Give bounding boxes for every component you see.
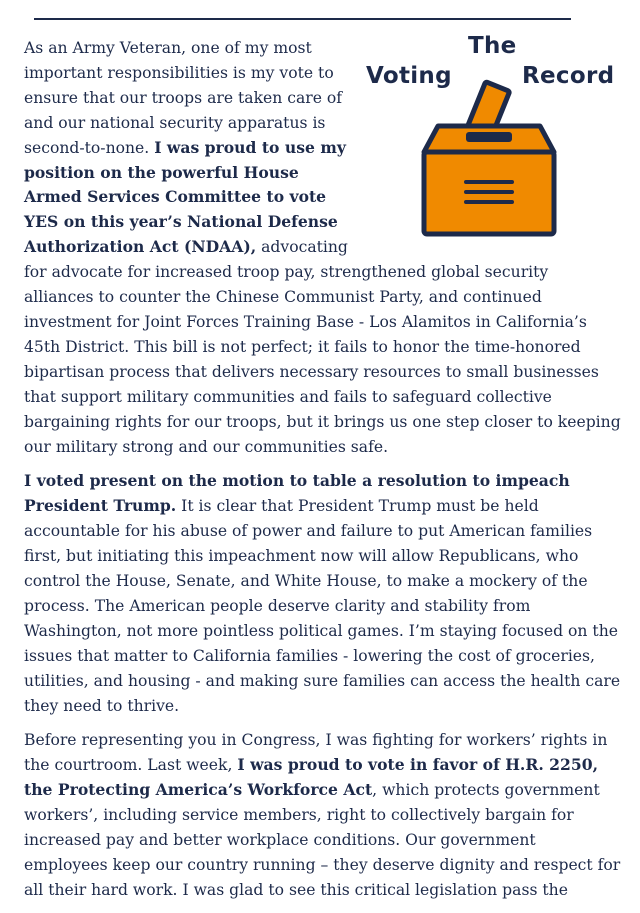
text-run: It is clear that President Trump must be held accountable for his abuse of power and failure to put American families first, but initiating this impeachment now will allow Republicans, who control the House, Senate, and White House, to make a mockery of the process. The American people deserve clarity and stability from Washington, not more pointless political games. I’m staying focused on the issues that matter to California families - lowering the cost of groceries, utilities, and housing - and making sure families can access the health care they need to thrive. [24, 497, 621, 715]
logo-title-the: The [468, 33, 517, 59]
newsletter-body [24, 33, 622, 913]
text-run-bold: I was proud to vote in favor of H.R. 2250, the Protecting America’s Workforce Act [24, 755, 599, 800]
text-run: Before representing you in Congress, I was fighting for workers’ rights in the courtroom. Last week, [24, 731, 608, 775]
ballot-box-icon [414, 62, 564, 238]
paragraph-impeachment [24, 469, 622, 718]
text-run: advocating for advocate for increased troop pay, strengthened global security alliances to counter the Chinese Communist Party, and continued investment for Joint Forces Training Base - Los Alamitos in California’s 45th District. This bill is not perfect; it fails to honor the time-honored bipartisan process that delivers necessary resources to small businesses that support military communities and fails to safeguard collective bargaining rights for our troops, but it brings us one step closer to keeping our military strong and our communities safe. [24, 238, 621, 456]
text-run-bold: I voted present on the motion to table a resolution to impeach President Trump. [24, 471, 570, 516]
voting-record-logo [364, 32, 640, 238]
logo-title-voting: Voting [366, 63, 452, 89]
text-run: , which protects government workers’, including service members, right to collectively bargain for increased pay and better workplace conditions. Our government employees keep our country running – they deserve dignity and respect for all their hard work. I was glad to see this critical legislation pass the [24, 781, 621, 899]
top-divider [34, 18, 571, 20]
text-run: As an Army Veteran, one of my most important responsibilities is my vote to ensure that our troops are taken care of and our national security apparatus is second-to-none. [24, 39, 343, 157]
text-run-bold: I was proud to use my position on the powerful House Armed Services Committee to vote YES on this year’s National Defense Authorization Act (NDAA), [24, 137, 346, 257]
paragraph-workforce-act [24, 728, 622, 902]
logo-title-record: Record [522, 63, 615, 89]
